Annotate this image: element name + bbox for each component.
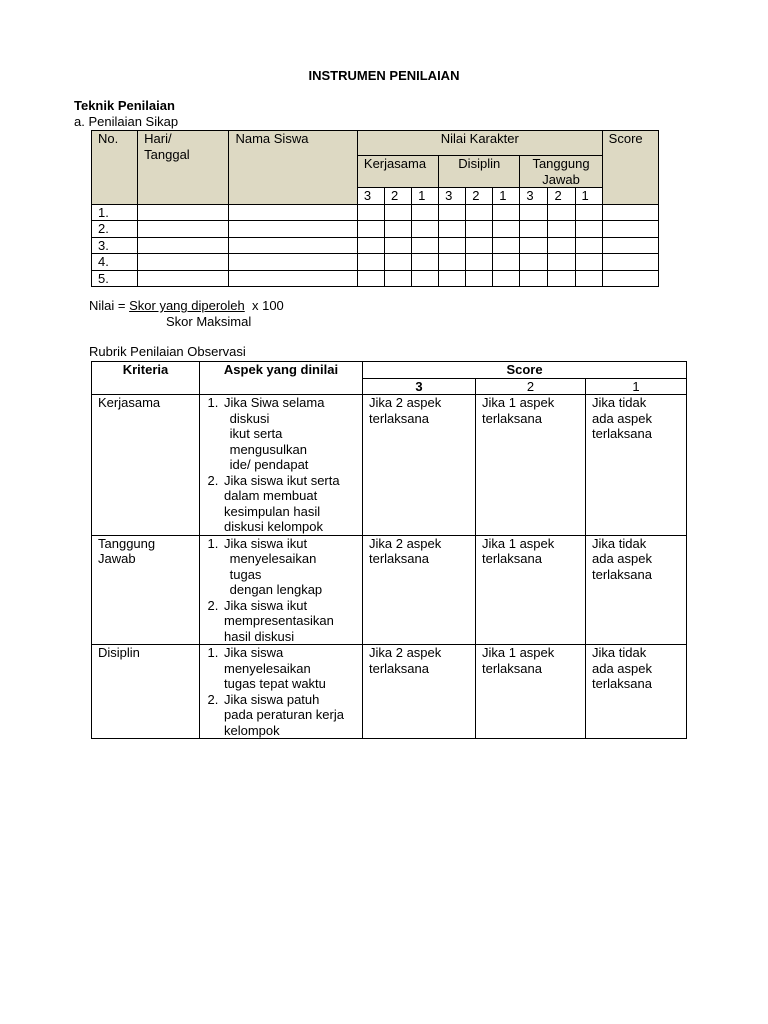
observation-rubric-table [91,361,687,739]
formula-denominator: Skor Maksimal [166,314,252,329]
level-cell: 3 [357,188,384,205]
table-row [92,221,659,238]
table-row [92,204,659,221]
level-cell: 1 [412,188,439,205]
header-kerjasama: Kerjasama [357,156,438,188]
score-3-cell: Jika 2 aspek terlaksana [363,395,476,536]
aspek-item: 1. Jika siswa menyelesaikan tugas tepat waktu [222,645,356,692]
table-row [92,254,659,271]
row-number: 4. [92,254,138,271]
row-number: 3. [92,237,138,254]
level-cell: 3 [439,188,466,205]
aspek-cell [200,535,363,645]
header-hari-tanggal: Hari/ Tanggal [138,131,229,205]
score-2-cell: Jika 1 aspek terlaksana [476,395,586,536]
header-score: Score [363,362,687,379]
table-row [92,395,687,536]
score-3-cell: Jika 2 aspek terlaksana [363,645,476,739]
header-score-2: 2 [476,378,586,395]
header-disiplin: Disiplin [439,156,520,188]
score-1-cell: Jika tidak ada aspek terlaksana [586,395,687,536]
row-number: 1. [92,204,138,221]
aspek-item: 2. Jika siswa patuh pada peraturan kerja kelompok [222,692,356,739]
score-3-cell: Jika 2 aspek terlaksana [363,535,476,645]
formula-prefix: Nilai = [89,298,130,313]
level-cell: 1 [575,188,602,205]
aspek-cell [200,395,363,536]
header-aspek: Aspek yang dinilai [200,362,363,395]
score-2-cell: Jika 1 aspek terlaksana [476,535,586,645]
header-score-1: 1 [586,378,687,395]
table-row [92,535,687,645]
header-score-3: 3 [363,378,476,395]
header-nama-siswa: Nama Siswa [229,131,357,205]
level-cell: 2 [384,188,411,205]
aspek-item: 1. Jika Siwa selama diskusi ikut serta mengusulkan ide/ pendapat [222,395,356,473]
subsection-heading: a. Penilaian Sikap [74,114,179,129]
rubric-title: Rubrik Penilaian Observasi [89,344,246,359]
table-row [92,237,659,254]
header-no: No. [92,131,138,205]
header-score: Score [602,131,658,205]
level-cell: 1 [493,188,520,205]
row-number: 5. [92,270,138,287]
aspek-item: 2. Jika siswa ikut serta dalam membuat kesimpulan hasil diskusi kelompok [222,473,356,535]
level-cell: 2 [466,188,493,205]
attitude-assessment-table [91,130,659,287]
row-number: 2. [92,221,138,238]
table-row [92,645,687,739]
level-cell: 3 [520,188,548,205]
formula-multiplier: x 100 [244,298,284,313]
kriteria-cell: Kerjasama [92,395,200,536]
table-row [92,270,659,287]
aspek-item: 2. Jika siswa ikut mempresentasikan hasil diskusi [222,598,356,645]
header-tanggung-jawab: Tanggung Jawab [520,156,602,188]
aspek-item: 1. Jika siswa ikut menyelesaikan tugas dengan lengkap [222,536,356,598]
aspek-cell [200,645,363,739]
header-nilai-karakter: Nilai Karakter [357,131,602,156]
header-kriteria: Kriteria [92,362,200,395]
section-heading: Teknik Penilaian [74,98,175,113]
document-title: INSTRUMEN PENILAIAN [308,68,460,83]
kriteria-cell: Tanggung Jawab [92,535,200,645]
score-formula [89,298,284,329]
level-cell: 2 [548,188,575,205]
kriteria-cell: Disiplin [92,645,200,739]
score-2-cell: Jika 1 aspek terlaksana [476,645,586,739]
score-1-cell: Jika tidak ada aspek terlaksana [586,535,687,645]
formula-numerator: Skor yang diperoleh [129,298,245,313]
score-1-cell: Jika tidak ada aspek terlaksana [586,645,687,739]
